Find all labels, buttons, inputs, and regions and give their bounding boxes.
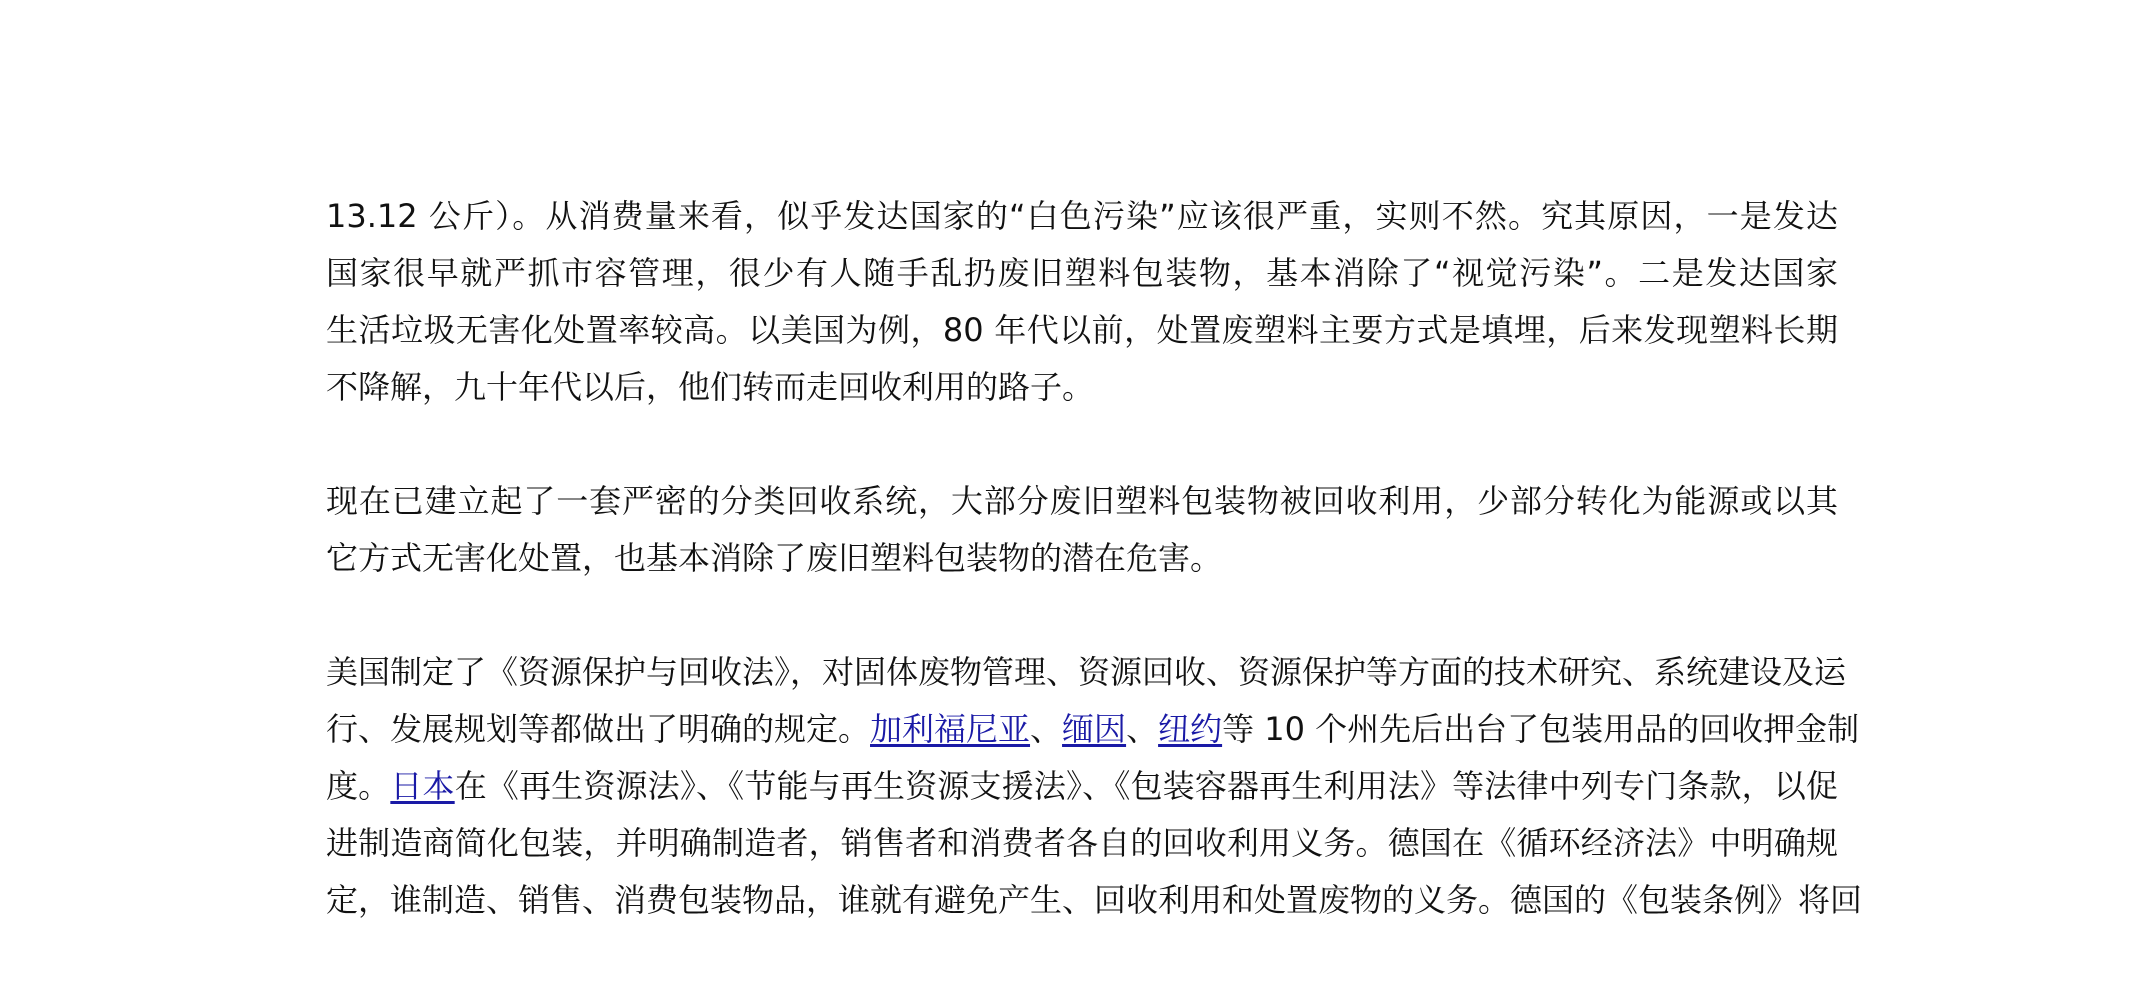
paragraph-recycling-system (326, 473, 1838, 587)
text-line: 生活垃圾无害化处置率较高。以美国为例，80 年代以前，处置废塑料主要方式是填埋，后来发现塑料长期 (326, 311, 1838, 349)
text-line: 13.12 公斤）。从消费量来看，似乎发达国家的“白色污染”应该很严重，实则不然。究其原因，一是发达 (326, 197, 1838, 235)
text-line: 度。日本在《再生资源法》、《节能与再生资源支援法》、《包装容器再生利用法》等法律中列专门条款，以促 (326, 767, 1838, 805)
link-japan[interactable]: 日本 (390, 767, 455, 805)
paragraph-developed-countries (326, 188, 1838, 416)
link-new-york[interactable]: 纽约 (1158, 710, 1223, 748)
text-line: 进制造商简化包装，并明确制造者，销售者和消费者各自的回收利用义务。德国在《循环经济法》中明确规 (326, 824, 1838, 862)
link-maine[interactable]: 缅因 (1062, 710, 1127, 748)
paragraph-legislation (326, 644, 1863, 929)
text-line: 行、发展规划等都做出了明确的规定。加利福尼亚、缅因、纽约等 10 个州先后出台了包装用品的回收押金制 (326, 710, 1860, 748)
document-body (326, 188, 1863, 986)
text-line: 国家很早就严抓市容管理，很少有人随手乱扔废旧塑料包装物，基本消除了“视觉污染”。二是发达国家 (326, 254, 1838, 292)
link-california[interactable]: 加利福尼亚 (870, 710, 1031, 748)
text-line: 现在已建立起了一套严密的分类回收系统，大部分废旧塑料包装物被回收利用，少部分转化为能源或以其 (326, 482, 1838, 520)
text-line: 美国制定了《资源保护与回收法》，对固体废物管理、资源回收、资源保护等方面的技术研究、系统建设及运 (326, 653, 1847, 691)
text-line: 定，谁制造、销售、消费包装物品，谁就有避免产生、回收利用和处置废物的义务。德国的《包装条例》将回 (326, 881, 1863, 919)
text-line: 不降解，九十年代以后，他们转而走回收利用的路子。 (326, 368, 1095, 406)
text-line: 它方式无害化处置，也基本消除了废旧塑料包装物的潜在危害。 (326, 539, 1223, 577)
